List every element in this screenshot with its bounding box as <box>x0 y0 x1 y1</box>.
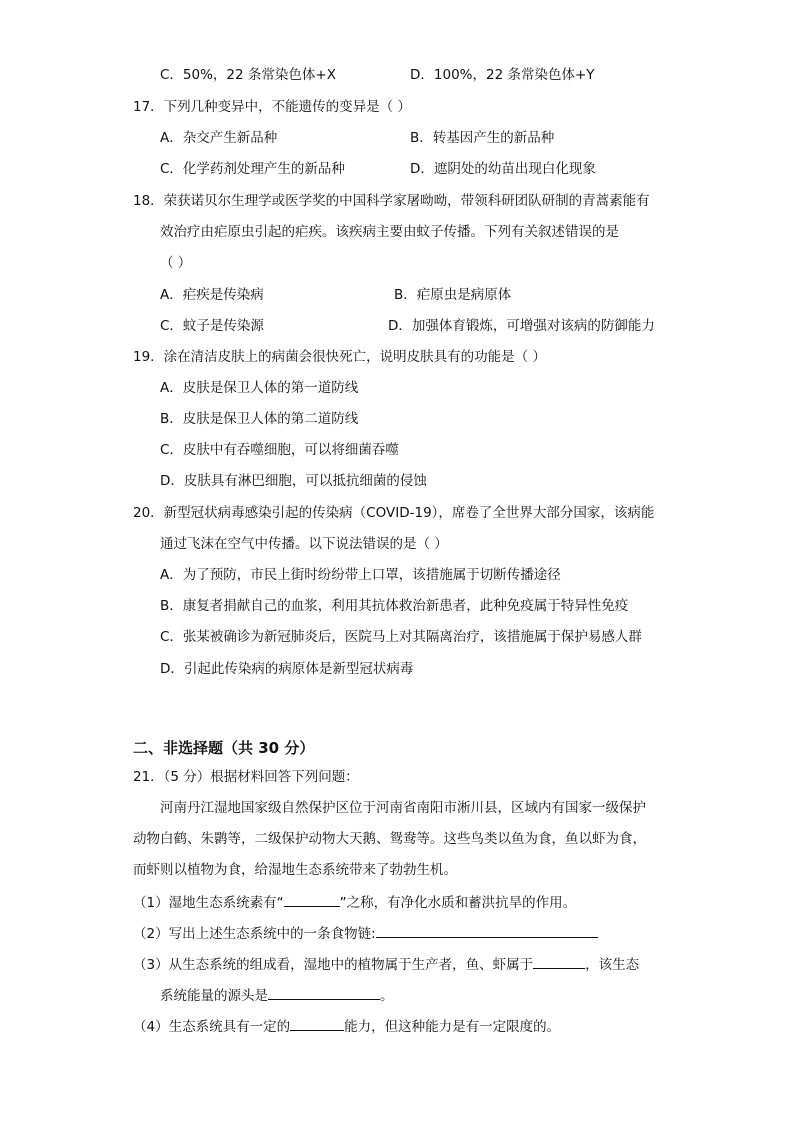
q21-sub3 <box>133 954 639 974</box>
q19-option-c: C．皮肤中有吞噬细胞，可以将细菌吞噬 <box>160 442 399 458</box>
q21-sub1-suffix: ”之称，有净化水质和蓄洪抗旱的作用。 <box>339 895 577 911</box>
q21-sub1-prefix: （1）湿地生态系统素有“ <box>133 895 284 911</box>
q18-option-a: A．疟疾是传染病 <box>160 287 264 303</box>
q21-sub3-continued <box>160 985 394 1005</box>
q17-option-a: A．杂交产生新品种 <box>160 130 278 146</box>
q19-option-b: B．皮肤是保卫人体的第二道防线 <box>160 411 359 427</box>
q17-option-c: C．化学药剂处理产生的新品种 <box>160 161 345 177</box>
q20-option-a: A．为了预防，市民上街时纷纷带上口罩，该措施属于切断传播途径 <box>160 567 561 583</box>
q20-stem-line1: 20．新型冠状病毒感染引起的传染病（COVID-19），席卷了全世界大部分国家，该病能 <box>133 505 655 521</box>
q20-option-b: B．康复者捐献自己的血浆，利用其抗体救治新患者，此种免疫属于特异性免疫 <box>160 598 629 614</box>
q20-option-d: D．引起此传染病的病原体是新型冠状病毒 <box>160 661 414 677</box>
q21-sub4 <box>133 1016 560 1036</box>
q20-option-c: C．张某被确诊为新冠肺炎后，医院马上对其隔离治疗，该措施属于保护易感人群 <box>160 629 642 645</box>
answer-blank[interactable] <box>533 954 585 969</box>
q21-sub1 <box>133 892 576 912</box>
q20-stem-line2: 通过飞沫在空气中传播。以下说法错误的是（ ） <box>160 536 448 552</box>
q19-stem: 19．涂在清洁皮肤上的病菌会很快死亡，说明皮肤具有的功能是（ ） <box>133 349 546 365</box>
q21-sub4-suffix: 能力，但这种能力是有一定限度的。 <box>344 1019 561 1035</box>
section-heading: 二、非选择题（共 30 分） <box>133 739 315 757</box>
q18-option-d: D．加强体育锻炼，可增强对该病的防御能力 <box>388 318 655 334</box>
q17-option-b: B．转基因产生的新品种 <box>410 130 555 146</box>
q21-material-line2: 动物白鹤、朱鹮等，二级保护动物大天鹅、鸳鸯等。这些鸟类以鱼为食，鱼以虾为食， <box>133 831 646 847</box>
q21-sub2 <box>133 923 598 943</box>
q19-option-d: D．皮肤具有淋巴细胞，可以抵抗细菌的侵蚀 <box>160 473 427 489</box>
q16-option-c: C．50%，22 条常染色体+X <box>160 67 336 83</box>
answer-blank[interactable] <box>268 985 380 1000</box>
q21-sub3-suffix: ，该生态 <box>585 957 640 973</box>
answer-blank[interactable] <box>290 1016 344 1031</box>
q16-option-d: D．100%，22 条常染色体+Y <box>410 67 595 83</box>
q21-sub2-prefix: （2）写出上述生态系统中的一条食物链: <box>133 926 376 942</box>
q18-option-b: B．疟原虫是病原体 <box>394 287 512 303</box>
q21-sub3b-suffix: 。 <box>380 988 394 1004</box>
q18-stem-line3: （ ） <box>160 255 192 271</box>
q18-option-c: C．蚊子是传染源 <box>160 318 264 334</box>
q21-sub3-prefix: （3）从生态系统的组成看，湿地中的植物属于生产者，鱼、虾属于 <box>133 957 534 973</box>
answer-blank[interactable] <box>284 892 340 907</box>
q21-material-line3: 而虾则以植物为食，给湿地生态系统带来了勃勃生机。 <box>133 862 457 878</box>
q18-stem-line1: 18．荣获诺贝尔生理学或医学奖的中国科学家屠呦呦，带领科研团队研制的青蒿素能有 <box>133 193 650 209</box>
answer-blank[interactable] <box>376 923 598 938</box>
q19-option-a: A．皮肤是保卫人体的第一道防线 <box>160 380 359 396</box>
q17-stem: 17．下列几种变异中，不能遗传的变异是（ ） <box>133 99 411 115</box>
q21-sub4-prefix: （4）生态系统具有一定的 <box>133 1019 291 1035</box>
q21-sub3b-prefix: 系统能量的源头是 <box>160 988 268 1004</box>
q21-stem: 21．（5 分）根据材料回答下列问题： <box>133 769 359 785</box>
q18-stem-line2: 效治疗由疟原虫引起的疟疾。该疾病主要由蚊子传播。下列有关叙述错误的是 <box>160 224 619 240</box>
q21-material-line1: 河南丹江湿地国家级自然保护区位于河南省南阳市淅川县，区域内有国家一级保护 <box>160 800 646 816</box>
q17-option-d: D．遮阴处的幼苗出现白化现象 <box>410 161 596 177</box>
